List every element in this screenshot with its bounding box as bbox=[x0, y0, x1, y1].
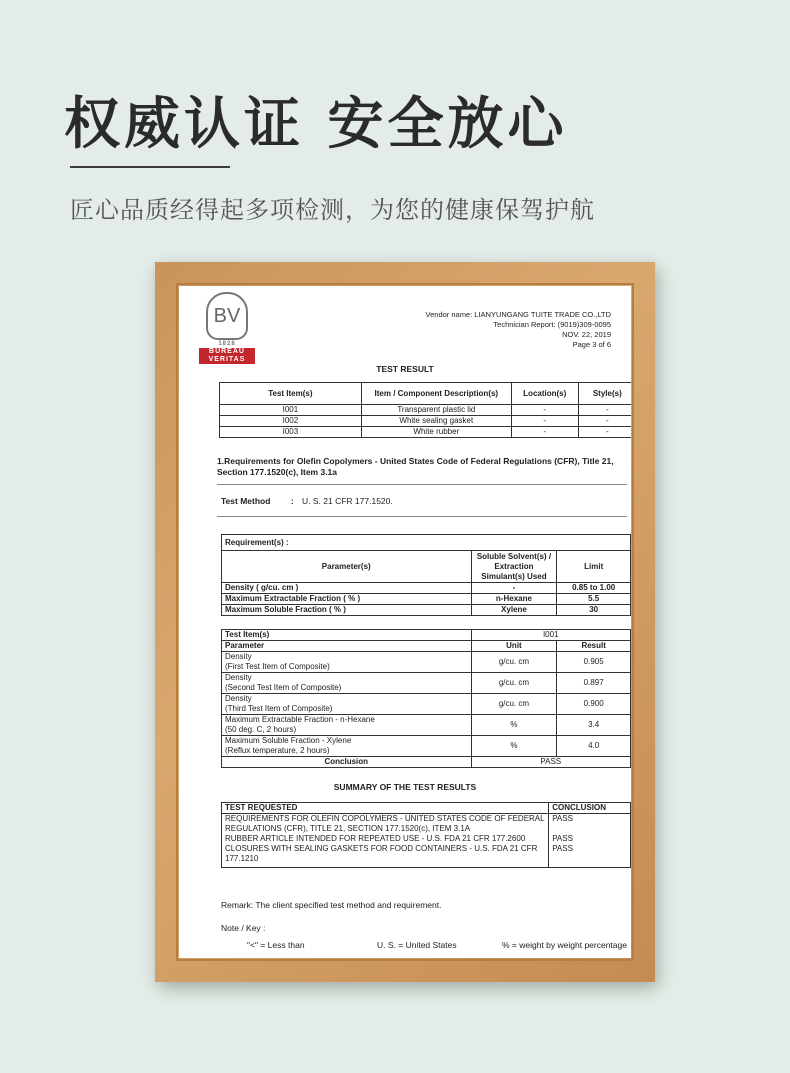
parameter-name: Density bbox=[225, 673, 252, 682]
table-cell: 0.85 to 1.00 bbox=[557, 583, 631, 594]
parameter-cell bbox=[222, 736, 472, 757]
parameter-cell bbox=[222, 652, 472, 673]
table-row bbox=[222, 652, 631, 673]
test-results-table bbox=[221, 629, 631, 768]
bureau-veritas-logo bbox=[199, 292, 255, 364]
conclusion-label: Conclusion bbox=[222, 757, 472, 768]
test-result-title: TEST RESULT bbox=[376, 364, 434, 374]
remark-text: Remark: The client specified test method and requirement. bbox=[221, 900, 442, 910]
column-header: Soluble Solvent(s) / Extraction Simulant(s) Used bbox=[471, 551, 557, 583]
parameter-name: Maximum Soluble Fraction - Xylene bbox=[225, 736, 352, 745]
requirements-table bbox=[221, 534, 631, 616]
key-item: U. S. = United States bbox=[377, 940, 457, 950]
parameter-detail: (First Test Item of Composite) bbox=[225, 662, 330, 671]
unit-cell: g/cu. cm bbox=[471, 673, 557, 694]
table-row bbox=[222, 583, 631, 594]
column-header: Location(s) bbox=[511, 383, 578, 405]
section-divider bbox=[217, 484, 627, 485]
requirements-title: Requirement(s) : bbox=[222, 535, 631, 551]
parameter-detail: (Second Test Item of Composite) bbox=[225, 683, 342, 692]
table-cell: Density ( g/cu. cm ) bbox=[222, 583, 472, 594]
table-row bbox=[222, 736, 631, 757]
table-row bbox=[222, 630, 631, 641]
table-row bbox=[222, 673, 631, 694]
table-cell: - bbox=[511, 416, 578, 427]
table-row bbox=[222, 605, 631, 616]
unit-cell: g/cu. cm bbox=[471, 694, 557, 715]
table-header-row bbox=[220, 383, 632, 405]
test-method-label: Test Method bbox=[221, 496, 271, 506]
table-row bbox=[222, 694, 631, 715]
parameter-detail: (50 deg. C, 2 hours) bbox=[225, 725, 297, 734]
page-subtitle: 匠心品质经得起多项检测，为您的健康保驾护航 bbox=[70, 196, 595, 224]
table-cell: - bbox=[578, 427, 631, 438]
table-header-row bbox=[222, 551, 631, 583]
table-header-row bbox=[222, 803, 631, 814]
logo-year: 1828 bbox=[199, 340, 255, 348]
table-cell: n-Hexane bbox=[471, 594, 557, 605]
result-cell: 0.905 bbox=[557, 652, 631, 673]
table-cell: 5.5 bbox=[557, 594, 631, 605]
table-cell: I002 bbox=[220, 416, 362, 427]
result-cell: 4.0 bbox=[557, 736, 631, 757]
table-cell: - bbox=[578, 405, 631, 416]
column-header: Result bbox=[557, 641, 631, 652]
table-cell: REQUIREMENTS FOR OLEFIN COPOLYMERS - UNITED STATES CODE OF FEDERAL REGULATIONS (CFR), TITLE 21, SECTION 177.1520(c), ITEM 3.1A bbox=[222, 814, 549, 835]
parameter-name: Density bbox=[225, 694, 252, 703]
table-cell: - bbox=[511, 405, 578, 416]
vendor-line: Technician Report: (9019)309-0095 bbox=[493, 320, 611, 329]
table-row bbox=[222, 757, 631, 768]
page-headline: 权威认证 安全放心 bbox=[64, 92, 568, 157]
vendor-info bbox=[426, 310, 611, 350]
table-row bbox=[222, 844, 631, 868]
table-cell: 30 bbox=[557, 605, 631, 616]
vendor-line: Vendor name: LIANYUNGANG TUITE TRADE CO.,LTD bbox=[425, 310, 611, 319]
table-row bbox=[222, 535, 631, 551]
column-header: Style(s) bbox=[578, 383, 631, 405]
table-cell: PASS bbox=[549, 844, 631, 868]
parameter-name: Density bbox=[225, 652, 252, 661]
section-divider bbox=[217, 516, 627, 517]
column-header: Limit bbox=[557, 551, 631, 583]
test-method bbox=[221, 496, 393, 506]
table-row bbox=[222, 594, 631, 605]
unit-cell: g/cu. cm bbox=[471, 652, 557, 673]
key-item: "<" = Less than bbox=[247, 940, 305, 950]
table-cell: PASS bbox=[549, 814, 631, 835]
table-row bbox=[220, 416, 632, 427]
logo-brand-line1: BUREAU bbox=[199, 348, 255, 356]
test-items-table bbox=[219, 382, 631, 438]
bv-seal-icon: BV bbox=[206, 292, 248, 340]
unit-cell: % bbox=[471, 715, 557, 736]
column-header: Item / Component Description(s) bbox=[361, 383, 511, 405]
column-header: Parameter bbox=[222, 641, 472, 652]
requirement-section-title: 1.Requirements for Olefin Copolymers - United States Code of Federal Regulations (CFR), Title 21, Section 177.1520(c), Item 3.1a bbox=[217, 456, 614, 477]
table-cell: Maximum Extractable Fraction ( % ) bbox=[222, 594, 472, 605]
vendor-line: NOV. 22, 2019 bbox=[562, 330, 611, 339]
table-cell: - bbox=[578, 416, 631, 427]
test-item-value: I001 bbox=[471, 630, 631, 641]
column-header: Parameter(s) bbox=[222, 551, 472, 583]
table-row bbox=[222, 715, 631, 736]
logo-brand-line2: VERITAS bbox=[199, 356, 255, 364]
note-label: Note / Key : bbox=[221, 923, 266, 933]
table-cell: I001 bbox=[220, 405, 362, 416]
parameter-cell bbox=[222, 715, 472, 736]
test-item-label: Test Item(s) bbox=[222, 630, 472, 641]
column-header: Unit bbox=[471, 641, 557, 652]
vendor-line: Page 3 of 6 bbox=[572, 340, 611, 349]
test-method-colon: : bbox=[290, 496, 294, 506]
result-cell: 3.4 bbox=[557, 715, 631, 736]
table-cell: White rubber bbox=[361, 427, 511, 438]
result-cell: 0.897 bbox=[557, 673, 631, 694]
key-item: % = weight by weight percentage bbox=[502, 940, 627, 950]
table-cell: PASS bbox=[549, 834, 631, 844]
parameter-detail: (Third Test Item of Composite) bbox=[225, 704, 333, 713]
conclusion-value: PASS bbox=[471, 757, 631, 768]
table-cell: I003 bbox=[220, 427, 362, 438]
result-cell: 0.900 bbox=[557, 694, 631, 715]
table-header-row bbox=[222, 641, 631, 652]
parameter-cell bbox=[222, 673, 472, 694]
key-legend bbox=[247, 940, 627, 958]
test-method-value: U. S. 21 CFR 177.1520. bbox=[302, 496, 393, 506]
table-cell: RUBBER ARTICLE INTENDED FOR REPEATED USE - U.S. FDA 21 CFR 177.2600 bbox=[222, 834, 549, 844]
column-header: CONCLUSION bbox=[549, 803, 631, 814]
headline-divider bbox=[70, 166, 230, 168]
table-cell: Xylene bbox=[471, 605, 557, 616]
certificate-frame bbox=[155, 262, 655, 982]
table-row bbox=[222, 834, 631, 844]
table-cell: Maximum Soluble Fraction ( % ) bbox=[222, 605, 472, 616]
table-row bbox=[220, 427, 632, 438]
summary-table bbox=[221, 802, 631, 868]
table-cell: White sealing gasket bbox=[361, 416, 511, 427]
parameter-name: Maximum Extractable Fraction - n-Hexane bbox=[225, 715, 375, 724]
column-header: TEST REQUESTED bbox=[222, 803, 549, 814]
table-cell: - bbox=[511, 427, 578, 438]
unit-cell: % bbox=[471, 736, 557, 757]
test-report-document bbox=[179, 286, 631, 958]
table-cell: - bbox=[471, 583, 557, 594]
column-header: Test Item(s) bbox=[220, 383, 362, 405]
table-cell: CLOSURES WITH SEALING GASKETS FOR FOOD CONTAINERS - U.S. FDA 21 CFR 177.1210 bbox=[222, 844, 549, 868]
summary-title: SUMMARY OF THE TEST RESULTS bbox=[333, 782, 477, 792]
parameter-cell bbox=[222, 694, 472, 715]
table-cell: Transparent plastic lid bbox=[361, 405, 511, 416]
parameter-detail: (Reflux temperature, 2 hours) bbox=[225, 746, 330, 755]
table-row bbox=[220, 405, 632, 416]
table-row bbox=[222, 814, 631, 835]
